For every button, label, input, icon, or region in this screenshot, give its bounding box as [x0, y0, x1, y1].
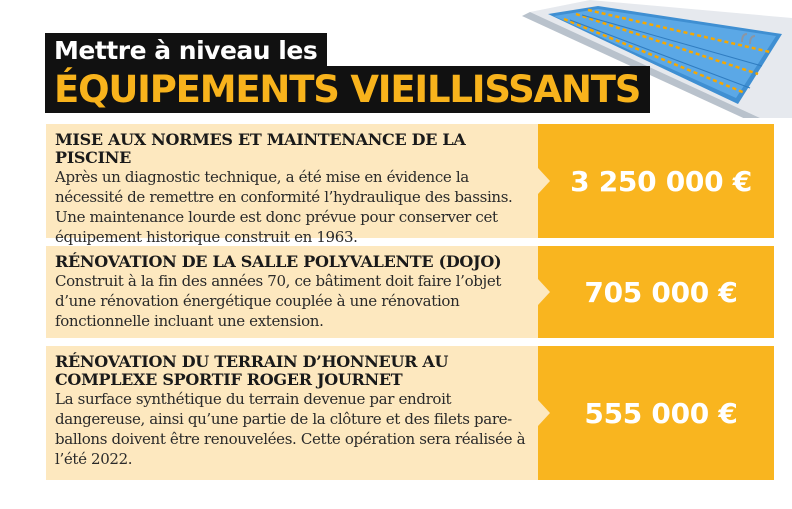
project-amount: 705 000 € [538, 246, 774, 338]
project-text: Construit à la fin des années 70, ce bâtiment doit faire l’objet d’une rénovation énergétique couplée à une rénovation fonctionnelle incluant une extension. [55, 272, 502, 330]
project-row-pool [46, 124, 774, 246]
pointer-arrow [538, 168, 550, 194]
project-text: Après un diagnostic technique, a été mise en évidence la nécessité de remettre en conformité l’hydraulique des bassins. Une maintenance lourde est donc prévue pour conserver cet équipement historique construit en 1963. [55, 168, 513, 246]
project-row-stadium [46, 346, 774, 480]
pointer-arrow [538, 279, 550, 305]
project-amount: 555 000 € [538, 346, 774, 480]
title-line-2: ÉQUIPEMENTS VIEILLISSANTS [45, 66, 650, 113]
project-heading: MISE AUX NORMES ET MAINTENANCE DE LA PISCINE [55, 130, 466, 167]
project-heading: RÉNOVATION DE LA SALLE POLYVALENTE (DOJO) [55, 252, 502, 271]
project-description-panel [46, 246, 538, 338]
project-description-panel [46, 346, 538, 480]
project-heading: RÉNOVATION DU TERRAIN D’HONNEUR AU COMPLEXE SPORTIF ROGER JOURNET [55, 352, 449, 389]
project-row-dojo [46, 246, 774, 338]
project-amount: 3 250 000 € [538, 124, 774, 238]
project-description-panel [46, 124, 538, 246]
pointer-arrow [538, 400, 550, 426]
title-line-1: Mettre à niveau les [45, 33, 327, 69]
project-text: La surface synthétique du terrain devenue par endroit dangereuse, ainsi qu’une partie de la clôture et des filets pare-ballons doivent être renouvelées. Cette opération sera réalisée à l’été 2022. [55, 390, 526, 468]
